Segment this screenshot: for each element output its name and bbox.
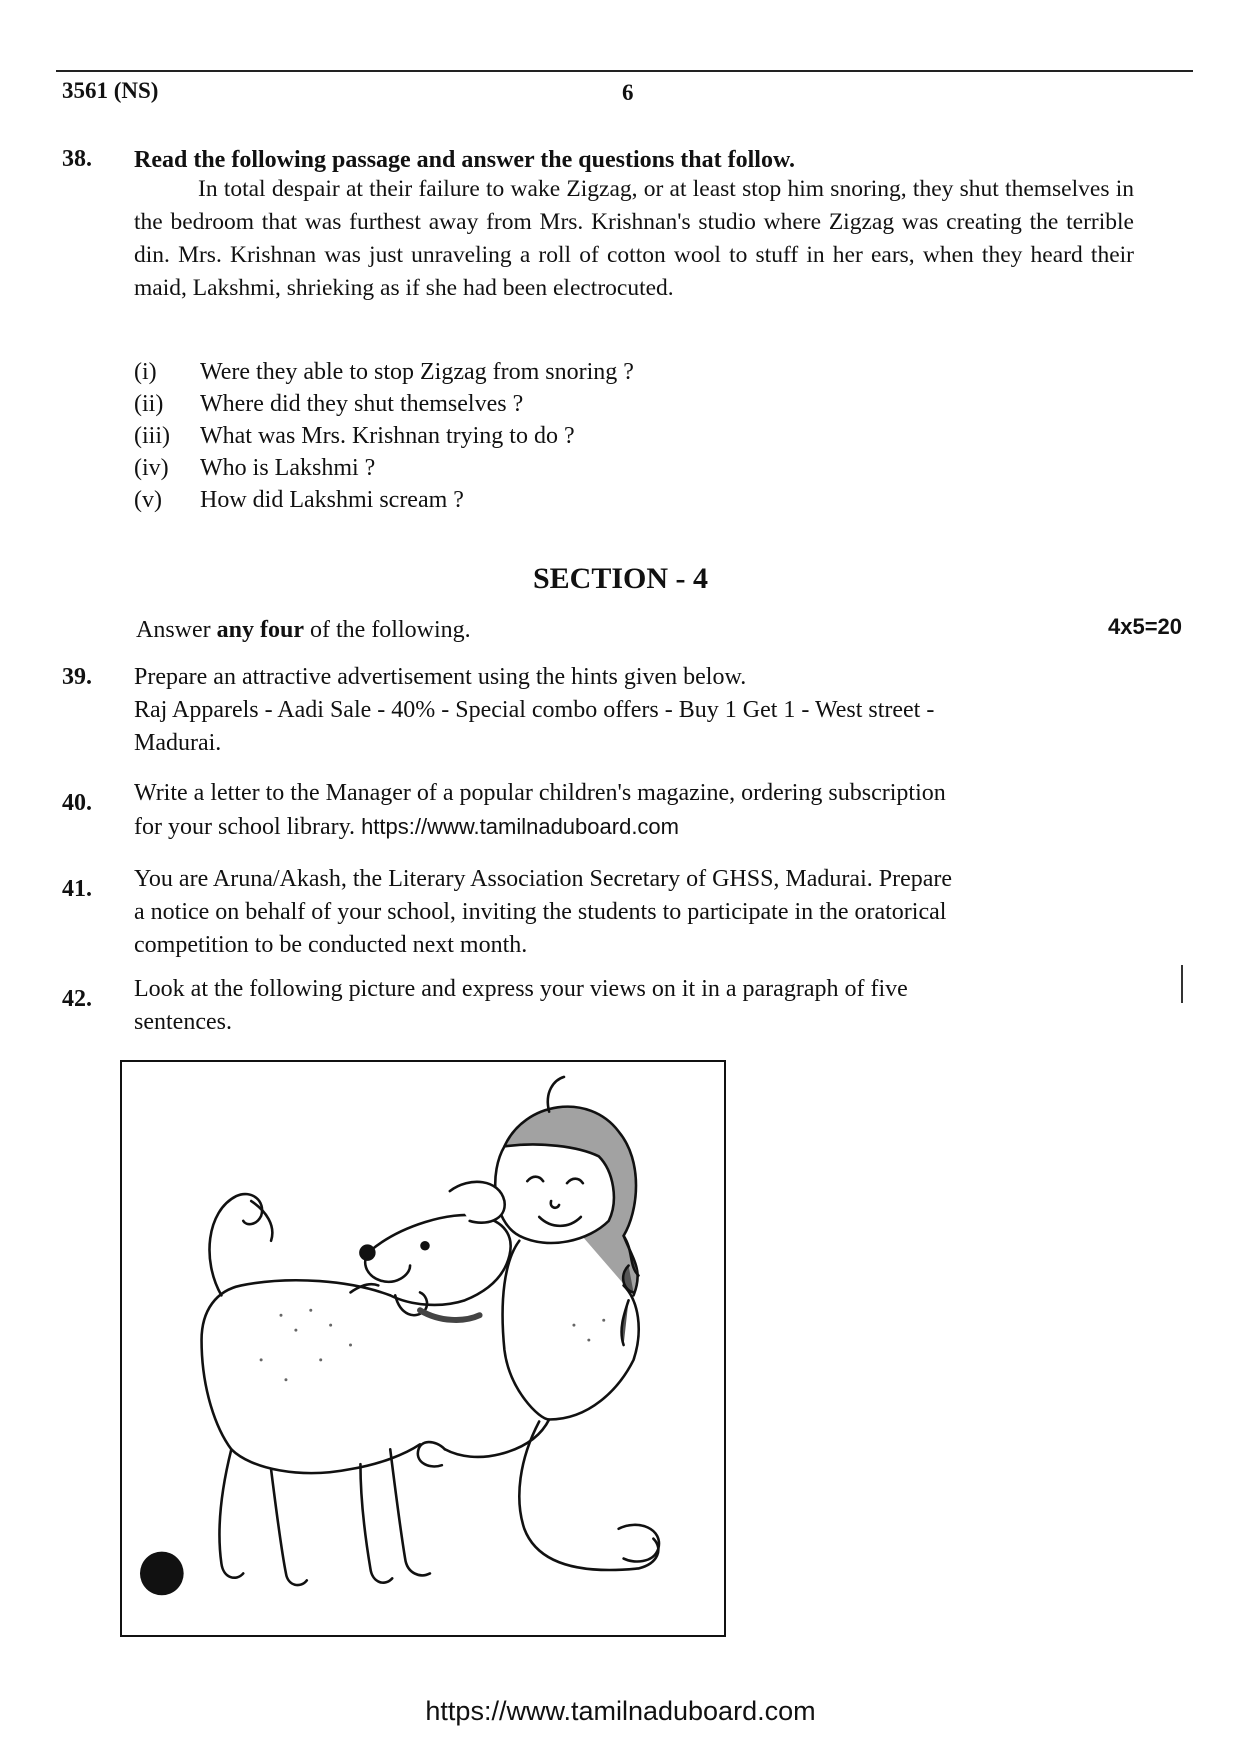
subquestion bbox=[134, 452, 634, 484]
page-number: 6 bbox=[622, 80, 634, 105]
margin-mark bbox=[1181, 965, 1183, 1003]
dog-front-leg bbox=[390, 1449, 430, 1575]
question-42-text bbox=[134, 973, 1134, 1039]
question-line-text: for your school library. bbox=[134, 814, 356, 840]
question-line: Write a letter to the Manager of a popular children's magazine, ordering subscription bbox=[134, 780, 946, 806]
subquestion-text: Where did they shut themselves ? bbox=[200, 391, 524, 417]
question-38-subquestions bbox=[134, 356, 634, 516]
question-41-number: 41. bbox=[62, 876, 92, 902]
dog-back-leg bbox=[219, 1449, 243, 1577]
question-line: Look at the following picture and express your views on it in a paragraph of five bbox=[134, 976, 908, 1002]
instruction-text: Answer bbox=[136, 617, 217, 643]
section-title: SECTION - 4 bbox=[532, 562, 709, 595]
ball bbox=[140, 1552, 184, 1596]
header-rule bbox=[56, 70, 1193, 72]
subquestion bbox=[134, 388, 634, 420]
question-38-instruction: Read the following passage and answer the questions that follow. bbox=[134, 147, 795, 173]
girl-arm bbox=[445, 1420, 549, 1457]
girl-hugging-dog-illustration bbox=[120, 1060, 726, 1637]
section-instruction bbox=[136, 617, 471, 644]
instruction-text: of the following. bbox=[304, 617, 471, 643]
subquestion-text: Who is Lakshmi ? bbox=[200, 455, 376, 481]
subquestion-label: (ii) bbox=[134, 391, 164, 417]
dog-eye bbox=[422, 1242, 429, 1249]
question-line: You are Aruna/Akash, the Literary Association Secretary of GHSS, Madurai. Prepare bbox=[134, 866, 953, 892]
passage-text: In total despair at their failure to wake Zigzag, or at least stop him snoring, they shut themselves in the bedroom that was furthest away from Mrs. Krishnan's studio where Zigzag was creating the terrible din. Mrs. Krishnan was just unraveling a roll of cotton wool to stuff in her ears, when they heard their maid, Lakshmi, shrieking as if she had been electrocuted. bbox=[134, 176, 1134, 301]
question-40-number: 40. bbox=[62, 790, 92, 816]
subquestion bbox=[134, 356, 634, 388]
footer-url[interactable]: https://www.tamilnaduboard.com bbox=[425, 1696, 816, 1726]
question-line: Raj Apparels - Aadi Sale - 40% - Special combo offers - Buy 1 Get 1 - West street - bbox=[134, 697, 935, 723]
question-40-text bbox=[134, 777, 1134, 844]
question-line: Madurai. bbox=[134, 730, 222, 756]
subquestion bbox=[134, 420, 634, 452]
subquestion-label: (iii) bbox=[134, 423, 170, 449]
question-line: Prepare an attractive advertisement using the hints given below. bbox=[134, 664, 747, 690]
girl-foot bbox=[619, 1525, 659, 1562]
subquestion-text: Were they able to stop Zigzag from snoring ? bbox=[200, 359, 634, 385]
subquestion-text: How did Lakshmi scream ? bbox=[200, 487, 464, 513]
instruction-emphasis: any four bbox=[216, 617, 304, 643]
girl-leg bbox=[519, 1421, 658, 1570]
question-39-number: 39. bbox=[62, 664, 92, 690]
girl-hand bbox=[418, 1442, 445, 1466]
paper-code: 3561 (NS) bbox=[62, 78, 159, 103]
question-line bbox=[134, 810, 1134, 844]
subquestion-label: (iv) bbox=[134, 455, 169, 481]
question-42-number: 42. bbox=[62, 986, 92, 1012]
dog-head bbox=[370, 1215, 510, 1305]
question-39-text bbox=[134, 661, 1134, 760]
dog-back-leg-2 bbox=[271, 1469, 307, 1585]
question-41-text bbox=[134, 863, 1134, 962]
question-line: sentences. bbox=[134, 1009, 232, 1035]
watermark-url[interactable]: https://www.tamilnaduboard.com bbox=[361, 814, 679, 839]
subquestion-text: What was Mrs. Krishnan trying to do ? bbox=[200, 423, 575, 449]
subquestion-label: (v) bbox=[134, 487, 162, 513]
girl-face bbox=[495, 1144, 614, 1242]
dog-tail bbox=[209, 1194, 262, 1295]
dog-front-leg-2 bbox=[360, 1464, 392, 1582]
question-line: competition to be conducted next month. bbox=[134, 932, 528, 958]
dog-nose bbox=[360, 1246, 374, 1260]
question-38-number: 38. bbox=[62, 146, 92, 172]
section-marks: 4x5=20 bbox=[1108, 614, 1183, 639]
question-38-passage bbox=[134, 173, 1134, 305]
subquestion-label: (i) bbox=[134, 359, 157, 385]
dog-collar bbox=[420, 1310, 480, 1320]
question-line: a notice on behalf of your school, inviting the students to participate in the oratorical bbox=[134, 899, 947, 925]
subquestion bbox=[134, 484, 634, 516]
illustration-svg bbox=[122, 1062, 724, 1635]
